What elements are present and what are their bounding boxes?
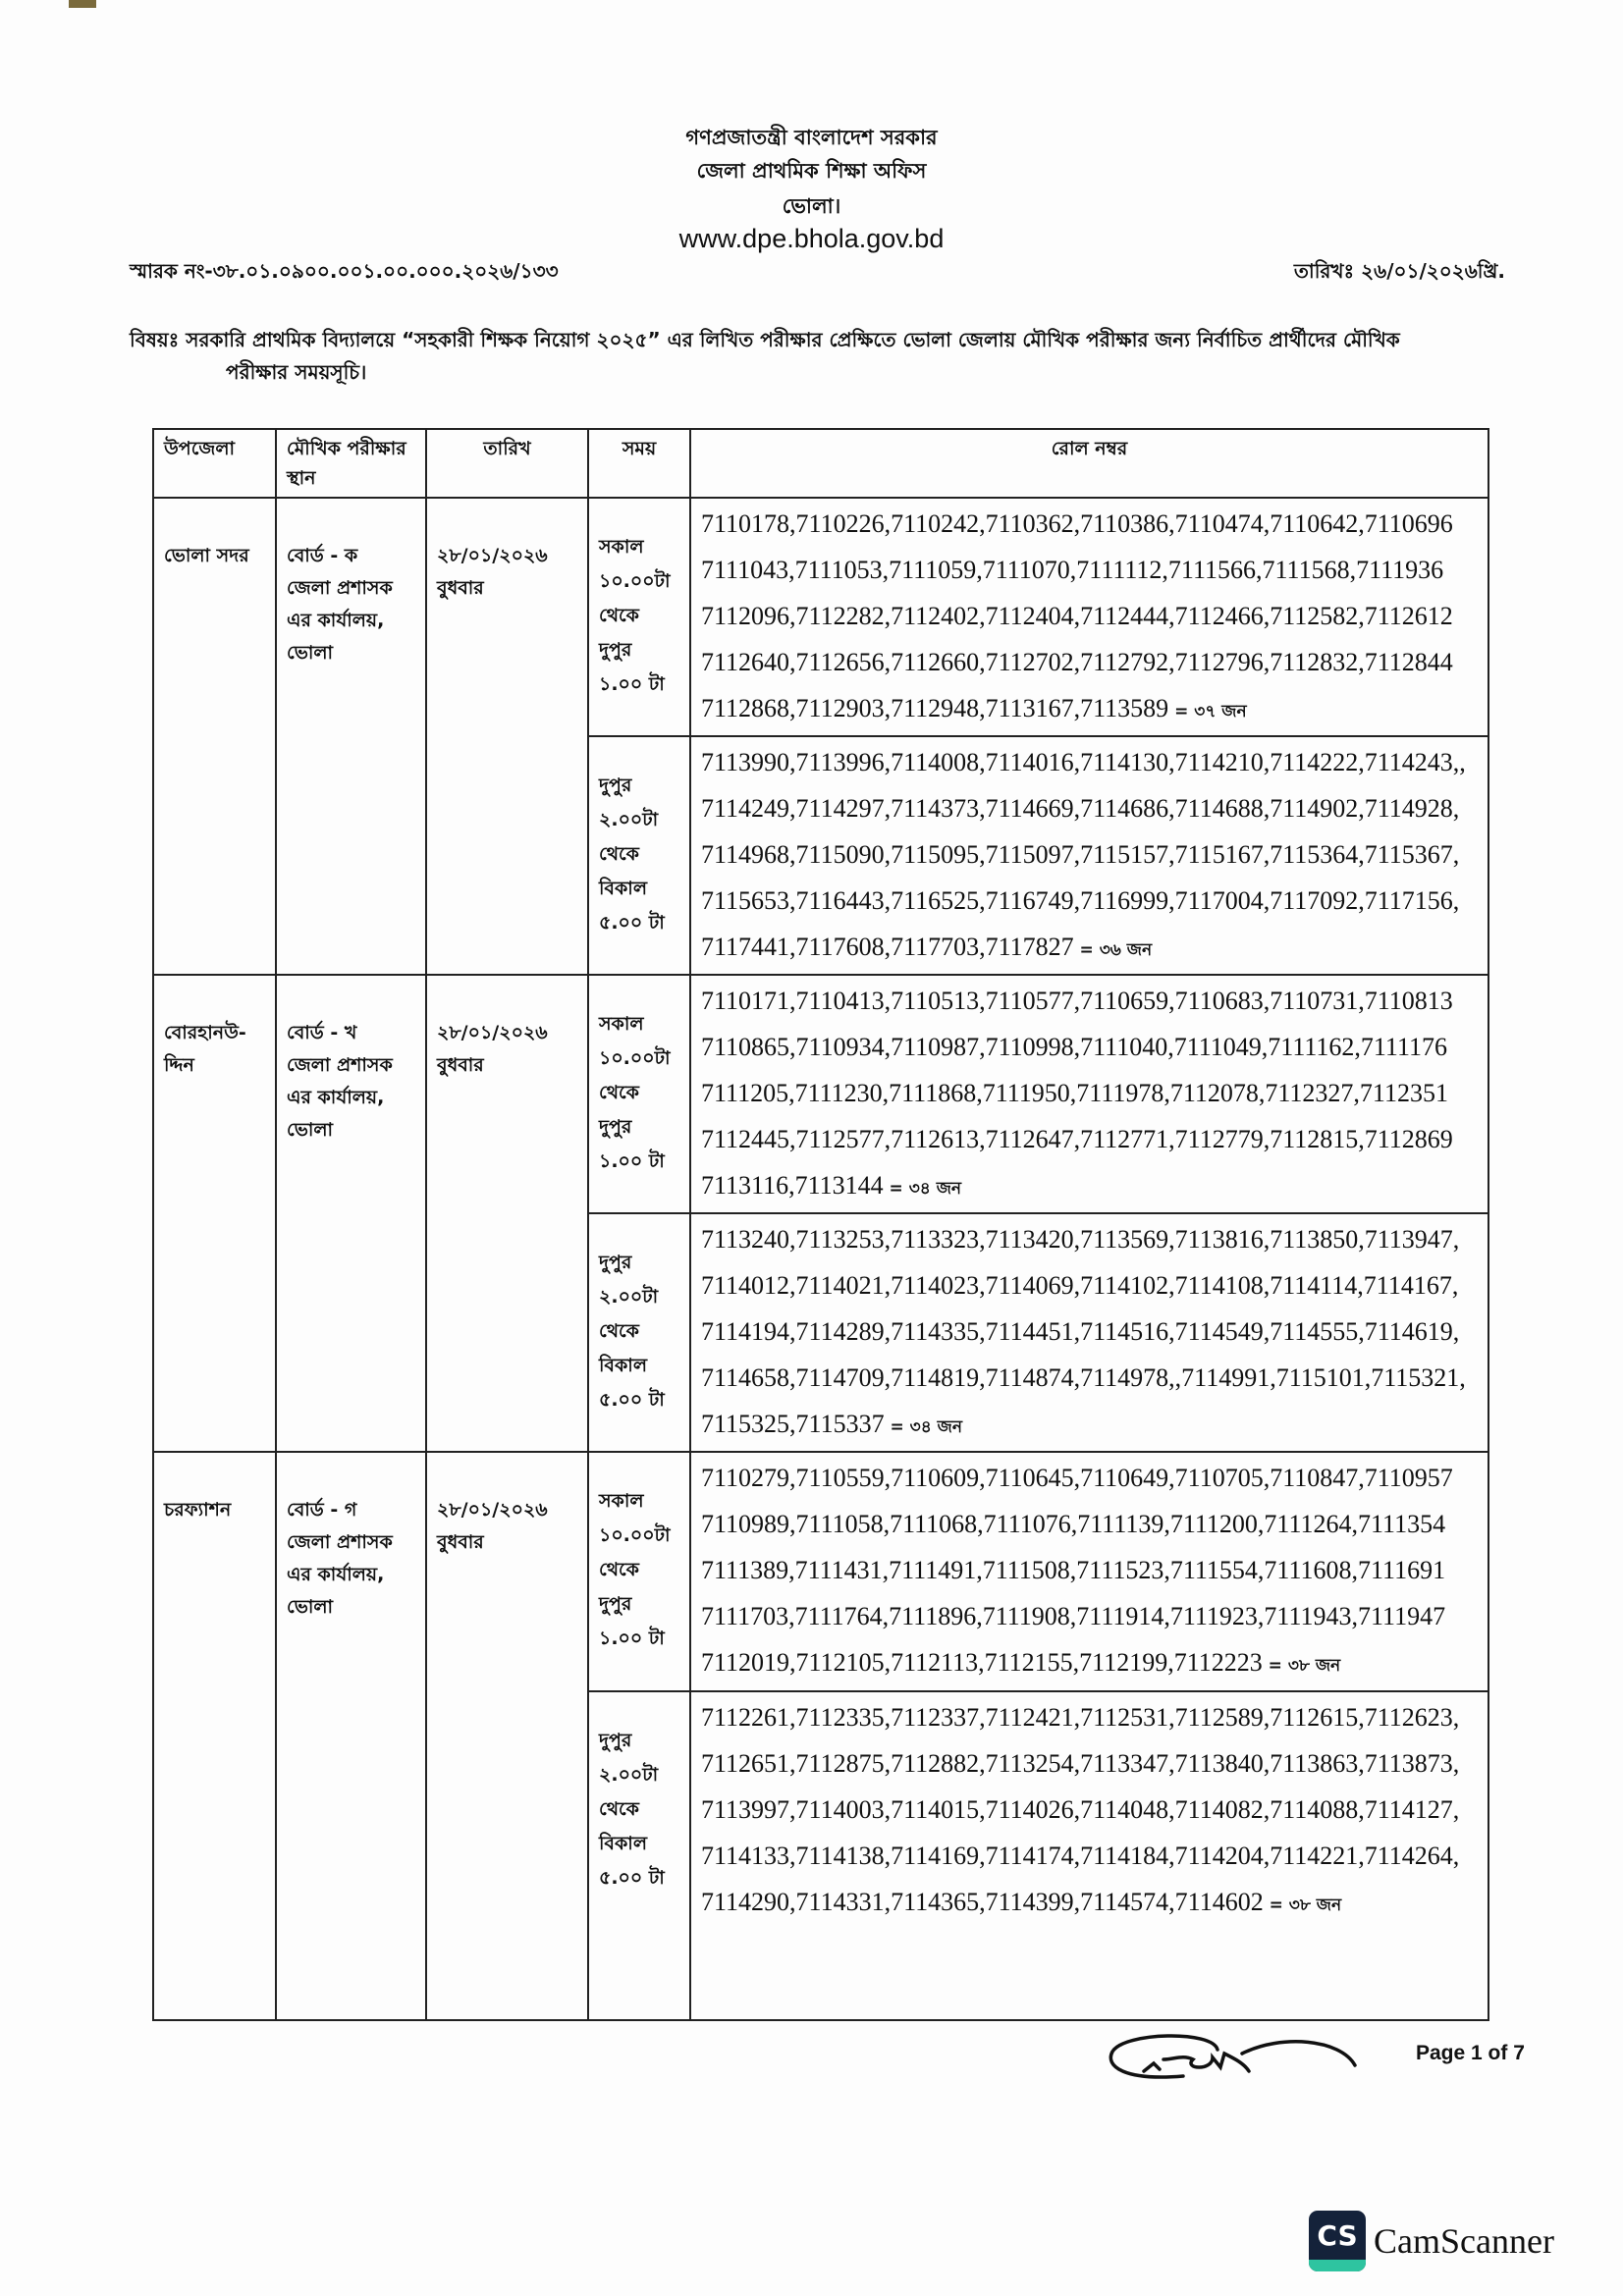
roll-line (701, 501, 1488, 547)
header-roll-numbers: রোল নম্বর (690, 429, 1488, 498)
time-line: ২.০০টা (599, 1764, 659, 1786)
time-line: বিকাল (599, 878, 647, 899)
upazila (154, 499, 275, 572)
upazila-cell (153, 975, 276, 1452)
roll-line (701, 924, 1488, 974)
roll-numbers-cell (690, 1452, 1488, 1691)
roll-line (701, 1070, 1488, 1116)
venue-line: বোর্ড - ক (287, 545, 358, 566)
website-link[interactable]: www.dpe.bhola.gov.bd (678, 224, 945, 253)
roll-line (701, 878, 1488, 924)
time-slot (589, 499, 689, 702)
subject (130, 324, 1485, 389)
roll-list: 7114968,7115090,7115095,7115097,7115157,7115167,7115364,7115367, (701, 840, 1460, 869)
roll-line (701, 1262, 1488, 1308)
exam-date (427, 499, 587, 605)
time-line: ৫.০০ টা (599, 912, 665, 934)
date-line: ২৮/০১/২০২৬ (437, 1499, 548, 1521)
time-slot (589, 976, 689, 1179)
venue-cell (276, 498, 426, 975)
roll-numbers (691, 1453, 1488, 1689)
upazila-cell (153, 1452, 276, 2020)
time-line: ১.০০ টা (599, 1150, 665, 1172)
date-line: ২৮/০১/২০২৬ (437, 545, 548, 566)
roll-list: 7110279,7110559,7110609,7110645,7110649,7110705,7110847,7110957 (701, 1464, 1453, 1492)
time-line: দুপুর (599, 639, 632, 661)
time-slot-cell (588, 736, 690, 975)
roll-line (701, 1355, 1488, 1401)
roll-numbers-cell (690, 1691, 1488, 2020)
date-line: বুধবার (437, 1054, 484, 1076)
roll-line (701, 1833, 1488, 1879)
time-slot (589, 1214, 689, 1417)
venue-line: জেলা প্রশাসক (287, 1054, 393, 1076)
header-upazila: উপজেলা (153, 429, 276, 498)
time-slot (589, 737, 689, 940)
roll-line (701, 547, 1488, 593)
roll-list: 7110178,7110226,7110242,7110362,7110386,7110474,7110642,7110696 (701, 509, 1453, 538)
upazila-name: চরফ্যাশন (164, 1499, 232, 1521)
time-line: দুপুর (599, 1593, 632, 1615)
roll-line (701, 1216, 1488, 1262)
candidate-count: = ৩৭ জন (1168, 702, 1247, 721)
roll-list: 7114290,7114331,7114365,7114399,7114574,7114602 (701, 1888, 1264, 1916)
roll-list: 7112261,7112335,7112337,7112421,7112531,7112589,7112615,7112623, (701, 1703, 1460, 1732)
venue-line: ভোলা (287, 1596, 334, 1618)
roll-line (701, 1455, 1488, 1501)
candidate-count: = ৩৮ জন (1262, 1656, 1341, 1676)
candidate-count: = ৩৬ জন (1073, 940, 1153, 960)
venue-line: বোর্ড - গ (287, 1499, 357, 1521)
exam-date-cell (426, 1452, 588, 2020)
date-line: বুধবার (437, 1531, 484, 1553)
time-line: ১০.০০টা (599, 570, 671, 592)
upazila (154, 1453, 275, 1526)
venue-line: এর কার্যালয়, (287, 610, 385, 631)
roll-numbers (691, 1692, 1488, 1929)
time-line: বিকাল (599, 1833, 647, 1854)
venue-cell (276, 975, 426, 1452)
roll-list: 7113240,7113253,7113323,7113420,7113569,7113816,7113850,7113947, (701, 1225, 1460, 1254)
roll-line (701, 785, 1488, 831)
time-slot-cell (588, 1691, 690, 2020)
camscanner-logo-icon: CS (1309, 2211, 1366, 2271)
roll-list: 7111205,7111230,7111868,7111950,7111978,7112078,7112327,7112351 (701, 1079, 1448, 1107)
time-line: থেকে (599, 1798, 639, 1820)
header-time: সময় (588, 429, 690, 498)
venue-line: এর কার্যালয়, (287, 1087, 385, 1108)
roll-line (701, 1694, 1488, 1740)
time-line: ৫.০০ টা (599, 1389, 665, 1411)
roll-line (701, 1162, 1488, 1212)
roll-line (701, 978, 1488, 1024)
upazila-name: ভোলা সদর (164, 545, 249, 566)
roll-line (701, 1501, 1488, 1547)
roll-line (701, 1401, 1488, 1451)
roll-line (701, 1740, 1488, 1787)
roll-list: 7114012,7114021,7114023,7114069,7114102,7114108,7114114,7114167, (701, 1271, 1459, 1300)
date-line: ২৮/০১/২০২৬ (437, 1022, 548, 1043)
time-line: দুপুর (599, 774, 632, 796)
header-venue: মৌখিক পরীক্ষার স্থান (276, 429, 426, 498)
time-line: দুপুর (599, 1252, 632, 1273)
time-line: থেকে (599, 1559, 639, 1580)
time-slot (589, 1453, 689, 1656)
roll-line (701, 1639, 1488, 1689)
schedule-row (153, 975, 1488, 1213)
venue-line: ভোলা (287, 642, 334, 664)
time-line: সকাল (599, 536, 644, 558)
subject-line-1: বিষয়ঃ সরকারি প্রাথমিক বিদ্যালয়ে “সহকারী শিক্ষক নিয়োগ ২০২৫” এর লিখিত পরীক্ষার প্রেক্ষিতে ভোলা জেলায় মৌখিক পরীক্ষার জন্য নির্বাচিত প্রার্থীদের মৌখিক (130, 328, 1400, 351)
roll-line (701, 831, 1488, 878)
roll-numbers (691, 976, 1488, 1212)
camscanner-watermark (1309, 2211, 1554, 2271)
roll-list: 7112019,7112105,7112113,7112155,7112199,7112223 (701, 1648, 1263, 1677)
roll-list: 7113997,7114003,7114015,7114026,7114048,7114082,7114088,7114127, (701, 1795, 1460, 1824)
roll-list: 7113990,7113996,7114008,7114016,7114130,7114210,7114222,7114243,, (701, 748, 1466, 776)
date-line: বুধবার (437, 577, 484, 599)
time-line: বিকাল (599, 1355, 647, 1376)
office-title: জেলা প্রাথমিক শিক্ষা অফিস (696, 159, 927, 183)
roll-list: 7113116,7113144 (701, 1171, 884, 1200)
venue-line: জেলা প্রশাসক (287, 577, 393, 599)
schedule-table (152, 428, 1489, 2021)
time-line: থেকে (599, 1082, 639, 1103)
candidate-count: = ৩৮ জন (1263, 1896, 1342, 1915)
upazila-cell (153, 498, 276, 975)
time-line: থেকে (599, 605, 639, 626)
time-line: ১.০০ টা (599, 673, 665, 695)
roll-numbers (691, 1214, 1488, 1451)
roll-list: 7114658,7114709,7114819,7114874,7114978,,7114991,7115101,7115321, (701, 1363, 1466, 1392)
time-slot-cell (588, 1213, 690, 1452)
roll-numbers (691, 737, 1488, 974)
table-header-row (153, 429, 1488, 498)
schedule-row (153, 1452, 1488, 1691)
roll-list: 7114133,7114138,7114169,7114174,7114184,7114204,7114221,7114264, (701, 1842, 1460, 1870)
roll-list: 7111389,7111431,7111491,7111508,7111523,7111554,7111608,7111691 (701, 1556, 1446, 1584)
exam-date (427, 1453, 587, 1559)
roll-line (701, 739, 1488, 785)
roll-list: 7115653,7116443,7116525,7116749,7116999,7117004,7117092,7117156, (701, 886, 1460, 915)
government-title: গণপ্রজাতন্ত্রী বাংলাদেশ সরকার (685, 126, 938, 149)
venue-line: এর কার্যালয়, (287, 1564, 385, 1585)
roll-list: 7115325,7115337 (701, 1410, 885, 1438)
roll-numbers-cell (690, 498, 1488, 736)
roll-line (701, 1547, 1488, 1593)
candidate-count: = ৩৪ জন (883, 1179, 962, 1199)
roll-line (701, 1024, 1488, 1070)
time-line: সকাল (599, 1490, 644, 1512)
roll-line (701, 1879, 1488, 1929)
upazila-name: বোরহানউ- দ্দিন (164, 1022, 246, 1076)
exam-date-cell (426, 498, 588, 975)
roll-list: 7114194,7114289,7114335,7114451,7114516,7114549,7114555,7114619, (701, 1317, 1460, 1346)
roll-list: 7110171,7110413,7110513,7110577,7110659,7110683,7110731,7110813 (701, 987, 1453, 1015)
venue (277, 1453, 425, 1624)
roll-numbers (691, 499, 1488, 735)
roll-line (701, 1787, 1488, 1833)
camscanner-name: CamScanner (1374, 2221, 1554, 2261)
venue-cell (276, 1452, 426, 2020)
memo-date: তারিখঃ ২৬/০১/২০২৬খ্রি. (1293, 259, 1505, 283)
roll-list: 7112445,7112577,7112613,7112647,7112771,7112779,7112815,7112869 (701, 1125, 1453, 1153)
roll-list: 7111043,7111053,7111059,7111070,7111112,7111566,7111568,7111936 (701, 556, 1444, 584)
district-title: ভোলা। (782, 194, 841, 218)
roll-list: 7110989,7111058,7111068,7111076,7111139,7111200,7111264,7111354 (701, 1510, 1446, 1538)
roll-list: 7117441,7117608,7117703,7117827 (701, 933, 1074, 961)
exam-date-cell (426, 975, 588, 1452)
roll-line (701, 1593, 1488, 1639)
signature (1105, 2022, 1380, 2091)
time-line: ৫.০০ টা (599, 1867, 665, 1889)
roll-line (701, 1308, 1488, 1355)
venue (277, 976, 425, 1147)
subject-line-2: পরীক্ষার সময়সূচি। (226, 360, 367, 384)
time-line: দুপুর (599, 1730, 632, 1751)
roll-list: 7112096,7112282,7112402,7112404,7112444,7112466,7112582,7112612 (701, 602, 1453, 630)
roll-line (701, 593, 1488, 639)
venue-line: বোর্ড - খ (287, 1022, 357, 1043)
header-date: তারিখ (426, 429, 588, 498)
page-number: Page 1 of 7 (1416, 2042, 1525, 2064)
roll-list: 7112651,7112875,7112882,7113254,7113347,7113840,7113863,7113873, (701, 1749, 1460, 1778)
time-slot (589, 1692, 689, 1896)
upazila (154, 976, 275, 1082)
time-line: থেকে (599, 1320, 639, 1342)
scan-corner-mark (69, 0, 96, 8)
roll-numbers-cell (690, 975, 1488, 1213)
venue (277, 499, 425, 669)
roll-line (701, 1116, 1488, 1162)
time-line: সকাল (599, 1013, 644, 1035)
time-line: ১০.০০টা (599, 1524, 671, 1546)
roll-list: 7110865,7110934,7110987,7110998,7111040,7111049,7111162,7111176 (701, 1033, 1447, 1061)
time-line: ২.০০টা (599, 809, 659, 830)
time-line: ১০.০০টা (599, 1047, 671, 1069)
roll-list: 7114249,7114297,7114373,7114669,7114686,7114688,7114902,7114928, (701, 794, 1460, 823)
time-slot-cell (588, 975, 690, 1213)
roll-line (701, 685, 1488, 735)
roll-list: 7111703,7111764,7111896,7111908,7111914,7111923,7111943,7111947 (701, 1602, 1446, 1630)
time-line: দুপুর (599, 1116, 632, 1138)
candidate-count: = ৩৪ জন (884, 1417, 963, 1437)
time-slot-cell (588, 1452, 690, 1691)
roll-list: 7112640,7112656,7112660,7112702,7112792,7112796,7112832,7112844 (701, 648, 1453, 676)
venue-line: জেলা প্রশাসক (287, 1531, 393, 1553)
exam-date (427, 976, 587, 1082)
time-line: ২.০০টা (599, 1286, 659, 1308)
time-line: থেকে (599, 843, 639, 865)
roll-numbers-cell (690, 736, 1488, 975)
roll-numbers-cell (690, 1213, 1488, 1452)
venue-line: ভোলা (287, 1119, 334, 1141)
roll-line (701, 639, 1488, 685)
schedule-row (153, 498, 1488, 736)
roll-list: 7112868,7112903,7112948,7113167,7113589 (701, 694, 1169, 722)
time-slot-cell (588, 498, 690, 736)
memo-number: স্মারক নং-৩৮.০১.০৯০০.০০১.০০.০০০.২০২৬/১৩৩ (130, 259, 559, 283)
time-line: ১.০০ টা (599, 1628, 665, 1649)
